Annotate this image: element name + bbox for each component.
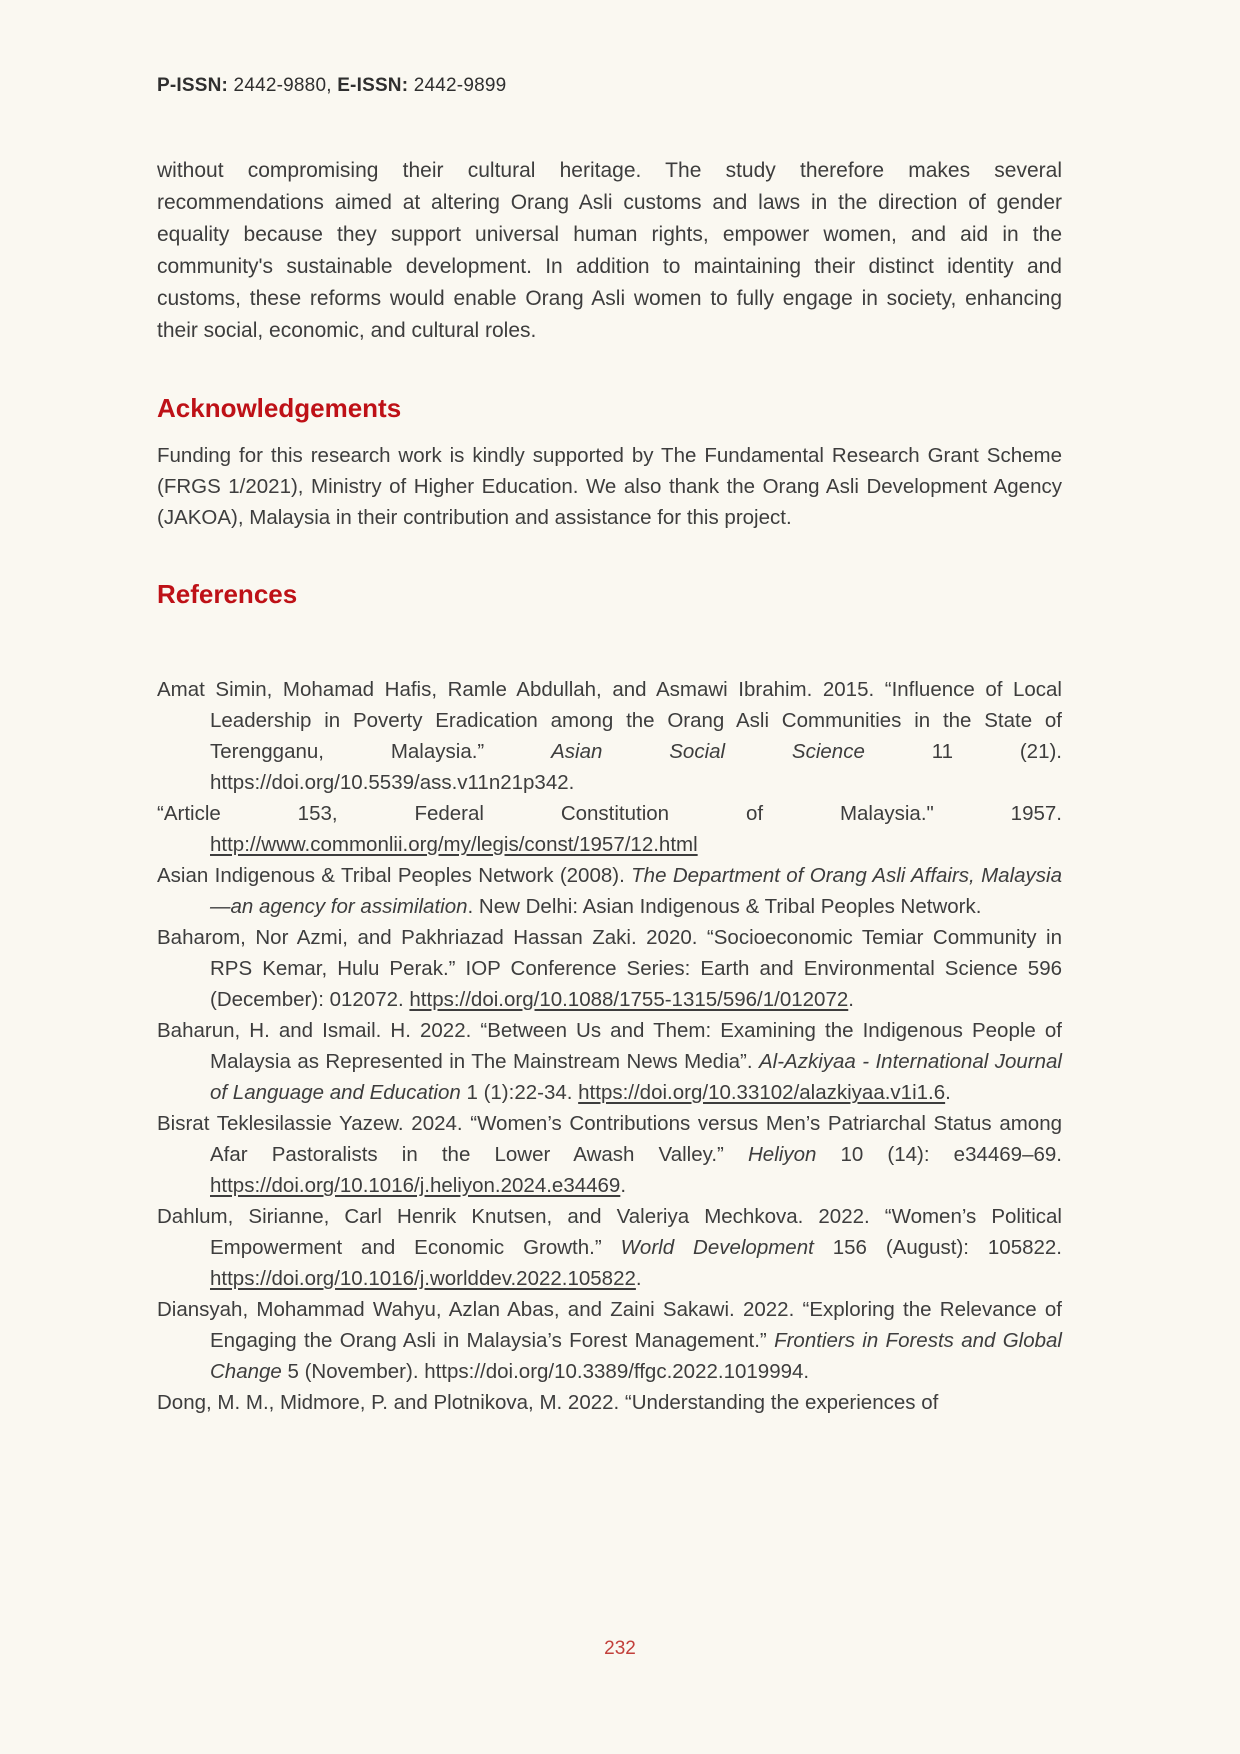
reference-item <box>157 674 1062 798</box>
reference-link[interactable]: https://doi.org/10.1016/j.heliyon.2024.e34469 <box>210 1174 621 1197</box>
reference-item <box>157 1294 1062 1387</box>
reference-text: 11 (21). https://doi.org/10.5539/ass.v11n21p342. <box>210 740 1062 794</box>
reference-text: 5 (November). https://doi.org/10.3389/ffgc.2022.1019994. <box>281 1360 810 1383</box>
reference-source-title: The Department of Orang Asli Affairs, Malaysia—an agency for assimilation <box>210 864 1062 918</box>
reference-text: 156 (August): 105822. <box>813 1236 1062 1259</box>
reference-item <box>157 1108 1062 1201</box>
acknowledgements-paragraph: Funding for this research work is kindly supported by The Fundamental Research Grant Scheme (FRGS 1/2021), Ministry of Higher Education. We also thank the Orang Asli Development Agency (JAKOA), Malaysia in their contribution and assistance for this project. <box>157 444 1062 529</box>
reference-text: Dahlum, Sirianne, Carl Henrik Knutsen, and Valeriya Mechkova. 2022. “Women’s Political Empowerment and Economic Growth.” <box>157 1205 1062 1259</box>
e-issn-value: 2442-9899 <box>408 75 507 96</box>
reference-item <box>157 1201 1062 1294</box>
issn-header <box>157 75 1062 97</box>
reference-link[interactable]: https://doi.org/10.1016/j.worlddev.2022.105822 <box>210 1267 636 1290</box>
reference-source-title: Asian Social Science <box>551 740 865 763</box>
e-issn-label: E-ISSN: <box>337 75 409 96</box>
reference-text: Baharom, Nor Azmi, and Pakhriazad Hassan Zaki. 2020. “Socioeconomic Temiar Community in RPS Kemar, Hulu Perak.” IOP Conference Series: Earth and Environmental Science 596 (December): 012072. <box>157 926 1062 1011</box>
reference-text: Bisrat Teklesilassie Yazew. 2024. “Women’s Contributions versus Men’s Patriarchal Status among Afar Pastoralists in the Lower Awash Valley.” <box>157 1112 1062 1166</box>
reference-text: Baharun, H. and Ismail. H. 2022. “Between Us and Them: Examining the Indigenous People of Malaysia as Represented in The Mainstream News Media”. <box>157 1019 1062 1073</box>
reference-text: “Article 153, Federal Constitution of Malaysia." 1957. <box>157 802 1062 825</box>
p-issn-value: 2442-9880, <box>228 75 338 96</box>
reference-text: . <box>620 1174 627 1197</box>
intro-paragraph: without compromising their cultural heritage. The study therefore makes several recommendations aimed at altering Orang Asli customs and laws in the direction of gender equality because they support universal human rights, empower women, and aid in the community's sustainable development. In addition to maintaining their distinct identity and customs, these reforms would enable Orang Asli women to fully engage in society, enhancing their social, economic, and cultural roles. <box>157 159 1062 342</box>
reference-item <box>157 1387 1062 1418</box>
reference-link[interactable]: http://www.commonlii.org/my/legis/const/1957/12.html <box>210 833 698 856</box>
reference-text: . <box>945 1081 951 1104</box>
reference-link[interactable]: https://doi.org/10.33102/alazkiyaa.v1i1.6 <box>578 1081 946 1104</box>
reference-item <box>157 922 1062 1015</box>
reference-text: Amat Simin, Mohamad Hafis, Ramle Abdullah, and Asmawi Ibrahim. 2015. “Influence of Local Leadership in Poverty Eradication among the Orang Asli Communities in the State of Terengganu, Malaysia.” <box>157 678 1062 763</box>
reference-text: 1 (1):22-34. <box>460 1081 579 1104</box>
reference-text: Asian Indigenous & Tribal Peoples Network (2008). <box>157 864 632 887</box>
reference-source-title: Al-Azkiyaa - International Journal of Language and Education <box>210 1050 1062 1104</box>
reference-source-title: Heliyon <box>748 1143 817 1166</box>
reference-text: Dong, M. M., Midmore, P. and Plotnikova, M. 2022. “Understanding the experiences of <box>157 1391 939 1414</box>
page-content <box>157 0 1062 1418</box>
reference-link[interactable]: https://doi.org/10.1088/1755-1315/596/1/012072 <box>409 988 849 1011</box>
references-heading: References <box>157 579 298 609</box>
reference-source-title: World Development <box>620 1236 814 1259</box>
reference-text: Diansyah, Mohammad Wahyu, Azlan Abas, and Zaini Sakawi. 2022. “Exploring the Relevance of Engaging the Orang Asli in Malaysia’s Forest Management.” <box>157 1298 1062 1352</box>
reference-source-title: Frontiers in Forests and Global Change <box>210 1329 1062 1383</box>
acknowledgements-heading: Acknowledgements <box>157 393 402 423</box>
reference-item <box>157 860 1062 922</box>
reference-item <box>157 798 1062 860</box>
page-number: 232 <box>604 1638 636 1659</box>
reference-text: . <box>635 1267 642 1290</box>
reference-text: . New Delhi: Asian Indigenous & Tribal Peoples Network. <box>467 895 982 918</box>
reference-text: . <box>848 988 854 1011</box>
references-list <box>157 674 1062 1418</box>
p-issn-label: P-ISSN: <box>157 75 229 96</box>
reference-item <box>157 1015 1062 1108</box>
reference-text: 10 (14): e34469–69. <box>816 1143 1062 1166</box>
